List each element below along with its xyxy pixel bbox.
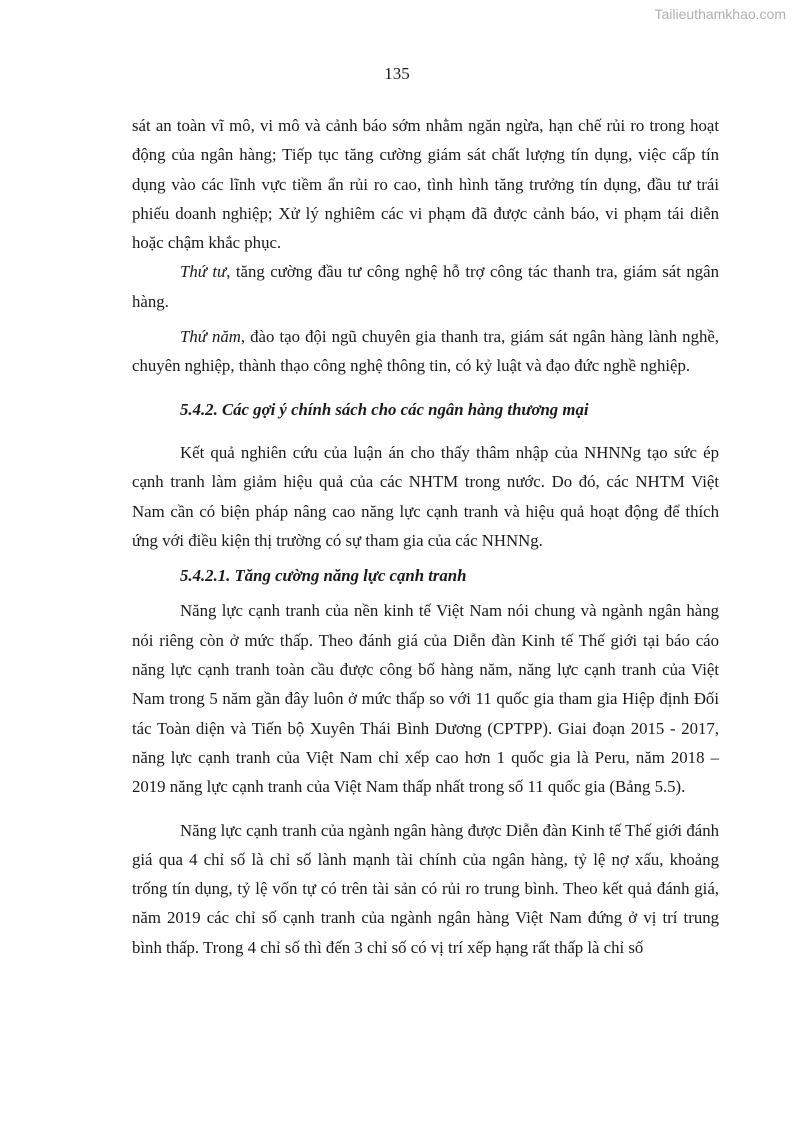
section-heading-5-4-2: 5.4.2. Các gợi ý chính sách cho các ngân hàng thương mại: [180, 399, 589, 419]
paragraph-6: Năng lực cạnh tranh của ngành ngân hàng được Diễn đàn Kinh tế Thế giới đánh giá qua 4 chỉ số là chỉ số lành mạnh tài chính của ngân hàng, tỷ lệ nợ xấu, khoảng trống tín dụng, tỷ lệ vốn tự có trên tài sản có rủi ro trung bình. Theo kết quả đánh giá, năm 2019 các chỉ số cạnh tranh của ngành ngân hàng Việt Nam đứng ở vị trí trung bình thấp. Trong 4 chỉ số thì đến 3 chỉ số có vị trí xếp hạng rất thấp là chỉ số: [132, 820, 719, 957]
paragraph-4: Kết quả nghiên cứu của luận án cho thấy thâm nhập của NHNNg tạo sức ép cạnh tranh làm giảm hiệu quả của các NHTM trong nước. Do đó, các NHTM Việt Nam cần có biện pháp nâng cao năng lực cạnh tranh và hiệu quả hoạt động để thích ứng với điều kiện thị trường có sự tham gia của các NHNNg.: [132, 442, 719, 550]
page-number: 135: [384, 64, 410, 83]
paragraph-5: Năng lực cạnh tranh của nền kinh tế Việt Nam nói chung và ngành ngân hàng nói riêng còn ở mức thấp. Theo đánh giá của Diễn đàn Kinh tế Thế giới tại báo cáo năng lực cạnh tranh toàn cầu được công bố hàng năm, năng lực cạnh tranh của Việt Nam trong 5 năm gần đây luôn ở mức thấp so với 11 quốc gia tham gia Hiệp định Đối tác Toàn diện và Tiến bộ Xuyên Thái Bình Dương (CPTPP). Giai đoạn 2015 - 2017, năng lực cạnh tranh của Việt Nam chỉ xếp cao hơn 1 quốc gia là Peru, năm 2018 – 2019 năng lực cạnh tranh của Việt Nam thấp nhất trong số 11 quốc gia (Bảng 5.5).: [132, 601, 719, 797]
paragraph-2: [132, 257, 719, 316]
section-heading-5-4-2-1: 5.4.2.1. Tăng cường năng lực cạnh tranh: [180, 566, 467, 586]
paragraph-3-lead: Thứ năm: [180, 327, 241, 347]
paragraph-1: sát an toàn vĩ mô, vi mô và cảnh báo sớm nhằm ngăn ngừa, hạn chế rủi ro trong hoạt động của ngân hàng; Tiếp tục tăng cường giám sát chất lượng tín dụng, việc cấp tín dụng vào các lĩnh vực tiềm ẩn rủi ro cao, tình hình tăng trưởng tín dụng, đầu tư trái phiếu doanh nghiệp; Xử lý nghiêm các vi phạm đã được cảnh báo, vi phạm tái diễn hoặc chậm khắc phục.: [132, 116, 719, 253]
document-body: [132, 111, 719, 962]
paragraph-2-lead: Thứ tư: [180, 262, 227, 282]
paragraph-3: [132, 322, 719, 381]
paragraph-2-text: , tăng cường đầu tư công nghệ hỗ trợ công tác thanh tra, giám sát ngân hàng.: [132, 262, 720, 311]
watermark: Tailieuthamkhao.com: [654, 6, 786, 22]
paragraph-3-text: , đào tạo đội ngũ chuyên gia thanh tra, giám sát ngân hàng lành nghề, chuyên nghiệp, thành thạo công nghệ thông tin, có kỷ luật và đạo đức nghề nghiệp.: [132, 327, 719, 376]
